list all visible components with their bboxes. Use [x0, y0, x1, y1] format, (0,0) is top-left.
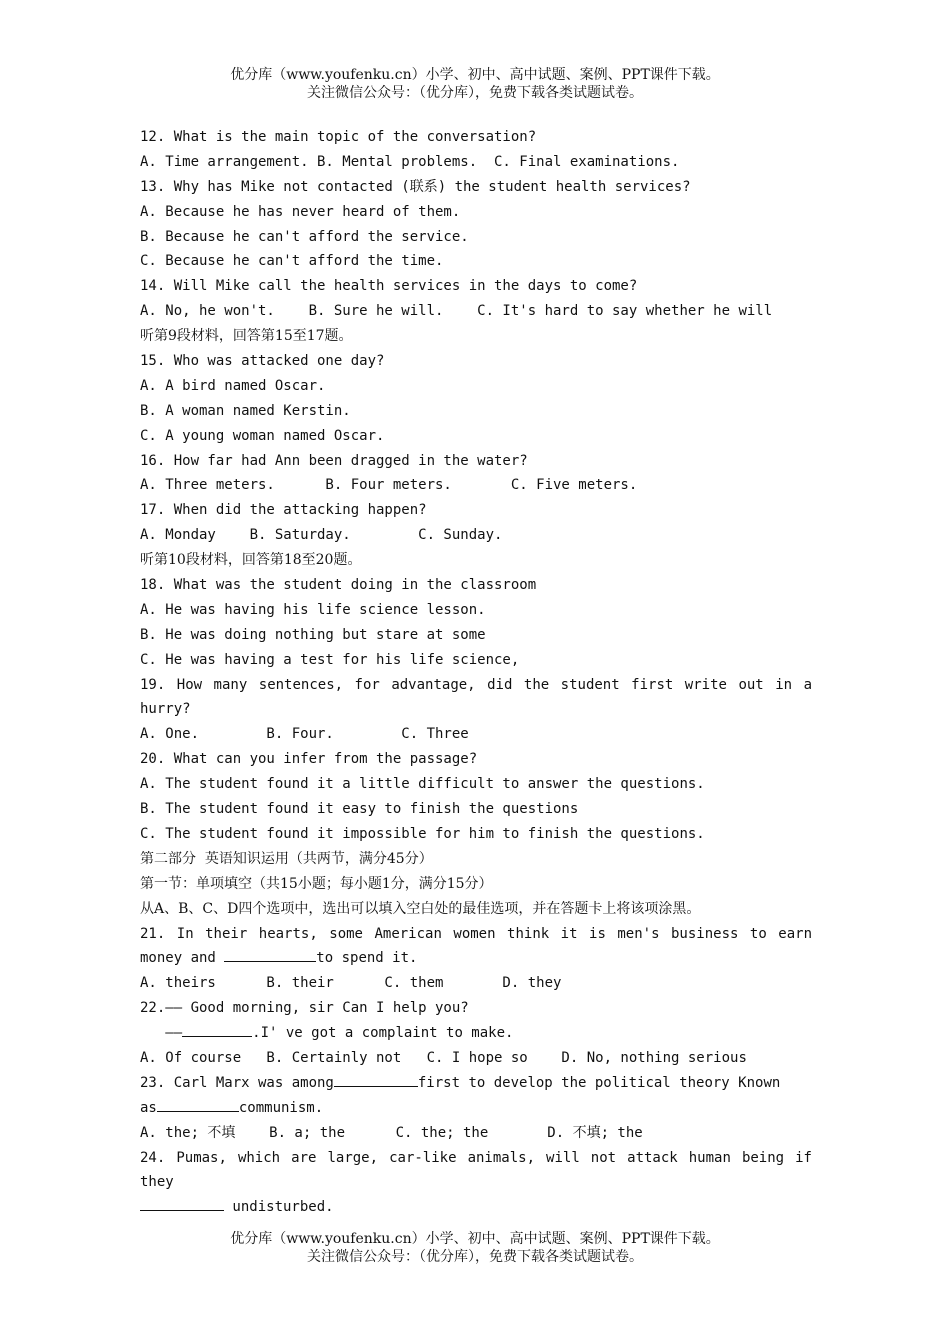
option-13a: A. Because he has never heard of them. — [140, 203, 461, 220]
question-24-line-1: 24. Pumas, which are large, car-like animals, will not attack human being if — [140, 1149, 812, 1166]
option-15b: B. A woman named Kerstin. — [140, 402, 351, 419]
question-19-line-2: hurry? — [140, 701, 191, 718]
option-13b: B. Because he can't afford the service. — [140, 228, 469, 245]
section-instruction-10: 听第10段材料，回答第18至20题。 — [140, 552, 362, 569]
question-21-line-2 — [140, 946, 812, 971]
options-14: A. No, he won't. B. Sure he will. C. It's hard to say whether he will — [140, 303, 773, 320]
question-22-text-b: .I' ve got a complaint to make. — [252, 1025, 514, 1042]
header-line-2: 关注微信公众号：（优分库），免费下载各类试题试卷。 — [307, 85, 643, 101]
question-20: 20. What can you infer from the passage? — [140, 751, 478, 768]
question-24-line-2: they — [140, 1174, 174, 1191]
answer-blank — [182, 1022, 252, 1037]
footer-line-2: 关注微信公众号：（优分库），免费下载各类试题试卷。 — [307, 1249, 643, 1265]
question-23-text-a: 23. Carl Marx was among — [140, 1074, 334, 1091]
options-16: A. Three meters. B. Four meters. C. Five meters. — [140, 477, 638, 494]
option-15c: C. A young woman named Oscar. — [140, 427, 385, 444]
question-23-text-c: as — [140, 1099, 157, 1116]
footer-line-1: 优分库（www.youfenku.cn）小学、初中、高中试题、案例、PPT课件下载。 — [230, 1231, 720, 1247]
question-19-line-1: 19. How many sentences, for advantage, did the student first write out in a — [140, 676, 812, 693]
question-23-text-b: first to develop the political theory Known — [417, 1074, 781, 1091]
question-17: 17. When did the attacking happen? — [140, 502, 427, 519]
header-line-1: 优分库（www.youfenku.cn）小学、初中、高中试题、案例、PPT课件下载。 — [230, 67, 720, 83]
question-21-text-b: to spend it. — [316, 950, 418, 967]
page-footer — [0, 1230, 950, 1266]
option-18a: A. He was having his life science lesson. — [140, 601, 486, 618]
page-header — [0, 66, 950, 102]
question-23-line-2 — [140, 1096, 812, 1121]
options-12: A. Time arrangement. B. Mental problems. C. Final examinations. — [140, 153, 680, 170]
section-one-instruction: 从A、B、C、D四个选项中，选出可以填入空白处的最佳选项，并在答题卡上将该项涂黑。 — [140, 900, 701, 917]
options-19: A. One. B. Four. C. Three — [140, 726, 469, 743]
option-20c: C. The student found it impossible for him to finish the questions. — [140, 825, 705, 842]
question-14: 14. Will Mike call the health services in the days to come? — [140, 278, 638, 295]
question-21-text-a: money and — [140, 950, 225, 967]
option-20a: A. The student found it a little difficult to answer the questions. — [140, 776, 705, 793]
options-21: A. theirs B. their C. them D. they — [140, 975, 562, 992]
question-23-text-d: communism. — [238, 1099, 324, 1116]
question-16: 16. How far had Ann been dragged in the water? — [140, 452, 528, 469]
question-12: 12. What is the main topic of the conversation? — [140, 129, 537, 145]
options-23: A. the; 不填 B. a; the C. the; the D. 不填; the — [140, 1124, 643, 1141]
answer-blank — [140, 1196, 224, 1211]
answer-blank — [334, 1072, 418, 1087]
question-21-line-1: 21. In their hearts, some American women think it is men's business to earn — [140, 925, 812, 942]
options-22: A. Of course B. Certainly not C. I hope so D. No, nothing serious — [140, 1049, 747, 1066]
option-20b: B. The student found it easy to finish the questions — [140, 801, 579, 818]
question-15: 15. Who was attacked one day? — [140, 353, 385, 370]
question-23-line-1 — [140, 1071, 812, 1096]
question-24-text-b: undisturbed. — [224, 1199, 334, 1216]
option-15a: A. A bird named Oscar. — [140, 377, 326, 394]
part-two-heading: 第二部分 英语知识运用（共两节，满分45分） — [140, 850, 433, 867]
section-one-heading: 第一节：单项填空（共15小题；每小题1分，满分15分） — [140, 875, 493, 892]
option-13c: C. Because he can't afford the time. — [140, 253, 444, 270]
answer-blank — [157, 1097, 239, 1112]
question-22-line-1: 22.—— Good morning, sir Can I help you? — [140, 1000, 469, 1017]
answer-blank — [224, 947, 316, 962]
question-24-line-3 — [140, 1195, 812, 1220]
option-18c: C. He was having a test for his life science, — [140, 651, 520, 668]
question-18: 18. What was the student doing in the classroom — [140, 577, 537, 594]
question-22-line-2 — [140, 1021, 812, 1046]
question-22-text-a: —— — [140, 1025, 183, 1042]
question-13: 13. Why has Mike not contacted (联系) the student health services? — [140, 178, 691, 195]
option-18b: B. He was doing nothing but stare at some — [140, 626, 486, 643]
exam-content — [140, 125, 812, 1220]
options-17: A. Monday B. Saturday. C. Sunday. — [140, 527, 503, 544]
section-instruction-9: 听第9段材料，回答第15至17题。 — [140, 328, 353, 345]
